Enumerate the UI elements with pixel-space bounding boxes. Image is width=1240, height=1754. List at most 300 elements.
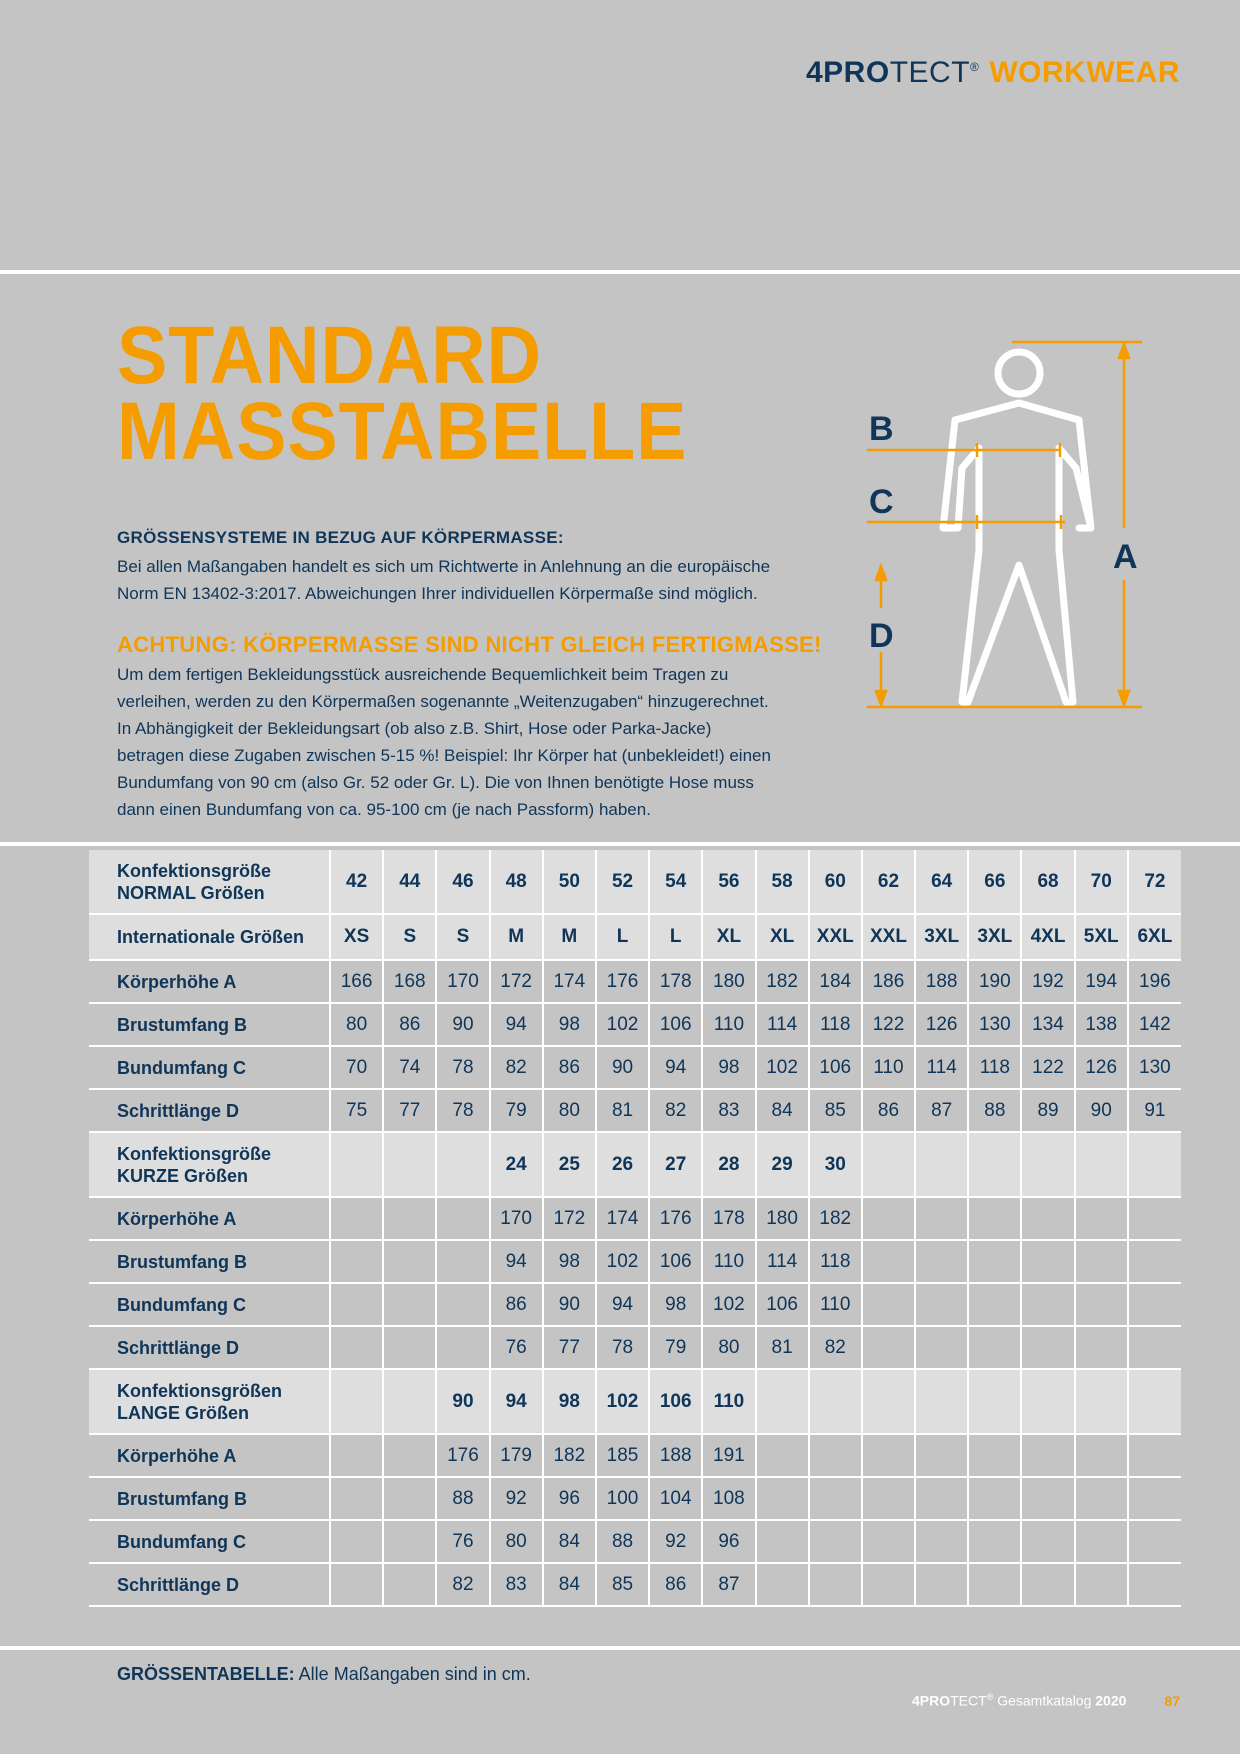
- table-cell: [383, 1477, 436, 1520]
- table-cell: S: [383, 914, 436, 960]
- table-row: [89, 850, 1181, 914]
- table-cell: [436, 1197, 489, 1240]
- table-cell: 42: [330, 850, 383, 914]
- table-cell: 180: [702, 960, 755, 1003]
- table-row: [89, 1326, 1181, 1369]
- table-cell: 98: [543, 1240, 596, 1283]
- footer-brand-rest: TECT: [950, 1692, 987, 1709]
- table-cell: 106: [649, 1240, 702, 1283]
- table-row: [89, 1046, 1181, 1089]
- table-cell: [1075, 1563, 1128, 1606]
- table-cell: [915, 1132, 968, 1197]
- table-cell: [968, 1197, 1021, 1240]
- table-cell: [383, 1132, 436, 1197]
- table-cell: 44: [383, 850, 436, 914]
- row-label-line: Bundumfang C: [117, 1294, 246, 1315]
- table-cell: 26: [596, 1132, 649, 1197]
- table-cell: 178: [702, 1197, 755, 1240]
- table-row: [89, 1563, 1181, 1606]
- table-row: [89, 1240, 1181, 1283]
- table-cell: [1075, 1369, 1128, 1434]
- table-cell: 110: [702, 1240, 755, 1283]
- table-row: [89, 1369, 1181, 1434]
- table-cell: XXL: [862, 914, 915, 960]
- table-cell: 104: [649, 1477, 702, 1520]
- table-cell: [436, 1283, 489, 1326]
- table-cell: [968, 1434, 1021, 1477]
- table-cell: 102: [702, 1283, 755, 1326]
- table-cell: S: [436, 914, 489, 960]
- table-cell: 118: [809, 1003, 862, 1046]
- table-cell: 182: [543, 1434, 596, 1477]
- divider-table-top: [0, 842, 1240, 846]
- table-cell: 30: [809, 1132, 862, 1197]
- page-title-line-2: MASSTABELLE: [117, 386, 688, 477]
- table-cell: [1075, 1240, 1128, 1283]
- table-cell: 52: [596, 850, 649, 914]
- size-table: [89, 850, 1181, 1607]
- table-cell: 82: [436, 1563, 489, 1606]
- table-cell: [330, 1434, 383, 1477]
- label-c: C: [869, 483, 894, 521]
- table-cell: 188: [915, 960, 968, 1003]
- brand-part-1: 4PRO: [805, 56, 890, 89]
- table-cell: [968, 1283, 1021, 1326]
- table-cell: 106: [809, 1046, 862, 1089]
- table-cell: 98: [543, 1003, 596, 1046]
- table-cell: [1075, 1477, 1128, 1520]
- table-cell: [1021, 1369, 1074, 1434]
- table-cell: 88: [596, 1520, 649, 1563]
- table-cell: [1021, 1477, 1074, 1520]
- table-cell: [756, 1434, 809, 1477]
- row-label: [89, 1089, 330, 1132]
- footer-catalog-text: Gesamtkatalog: [993, 1692, 1096, 1709]
- table-cell: [1075, 1283, 1128, 1326]
- table-cell: 94: [649, 1046, 702, 1089]
- table-cell: [330, 1563, 383, 1606]
- table-cell: 56: [702, 850, 755, 914]
- table-cell: [1021, 1326, 1074, 1369]
- table-cell: 80: [543, 1089, 596, 1132]
- table-cell: [1075, 1434, 1128, 1477]
- table-cell: [915, 1197, 968, 1240]
- label-b: B: [869, 410, 894, 448]
- brand-workwear: WORKWEAR: [989, 56, 1180, 89]
- table-cell: M: [490, 914, 543, 960]
- table-cell: [756, 1369, 809, 1434]
- table-cell: [436, 1240, 489, 1283]
- divider-top: [0, 270, 1240, 274]
- table-row: [89, 960, 1181, 1003]
- table-cell: [1021, 1520, 1074, 1563]
- table-cell: [756, 1477, 809, 1520]
- table-cell: 174: [596, 1197, 649, 1240]
- table-cell: 27: [649, 1132, 702, 1197]
- table-cell: 166: [330, 960, 383, 1003]
- table-cell: [968, 1240, 1021, 1283]
- table-cell: 98: [649, 1283, 702, 1326]
- table-cell: 102: [756, 1046, 809, 1089]
- table-row: [89, 1283, 1181, 1326]
- table-cell: 90: [596, 1046, 649, 1089]
- table-cell: 170: [490, 1197, 543, 1240]
- row-label-line: Brustumfang B: [117, 1251, 247, 1272]
- table-cell: [1021, 1434, 1074, 1477]
- table-cell: [968, 1326, 1021, 1369]
- table-cell: XXL: [809, 914, 862, 960]
- table-cell: 4XL: [1021, 914, 1074, 960]
- footer-registered-mark: ®: [986, 1692, 994, 1702]
- table-cell: 172: [490, 960, 543, 1003]
- table-cell: 92: [490, 1477, 543, 1520]
- table-cell: 191: [702, 1434, 755, 1477]
- table-row: [89, 1434, 1181, 1477]
- table-cell: [330, 1477, 383, 1520]
- row-label-line: Körperhöhe A: [117, 1445, 237, 1466]
- table-cell: [915, 1520, 968, 1563]
- table-cell: [915, 1434, 968, 1477]
- table-cell: 182: [809, 1197, 862, 1240]
- row-label: [89, 1197, 330, 1240]
- table-cell: [383, 1326, 436, 1369]
- table-cell: 196: [1128, 960, 1181, 1003]
- table-cell: [809, 1520, 862, 1563]
- footer-brand-bold: 4PRO: [912, 1692, 951, 1709]
- brand-part-2: TECT: [889, 56, 971, 89]
- row-label: [89, 1369, 330, 1434]
- table-cell: [383, 1240, 436, 1283]
- row-label: [89, 1240, 330, 1283]
- intro-heading: GRÖSSENSYSTEME IN BEZUG AUF KÖRPERMASSE:: [117, 528, 564, 547]
- table-row: [89, 1003, 1181, 1046]
- table-cell: 176: [649, 1197, 702, 1240]
- table-cell: [862, 1477, 915, 1520]
- table-cell: 87: [915, 1089, 968, 1132]
- table-cell: 84: [543, 1563, 596, 1606]
- table-cell: 76: [436, 1520, 489, 1563]
- table-cell: 80: [702, 1326, 755, 1369]
- table-cell: 118: [968, 1046, 1021, 1089]
- table-row: [89, 1197, 1181, 1240]
- table-cell: [862, 1197, 915, 1240]
- table-cell: 176: [436, 1434, 489, 1477]
- table-cell: [968, 1369, 1021, 1434]
- table-cell: 98: [702, 1046, 755, 1089]
- table-cell: 77: [543, 1326, 596, 1369]
- table-cell: XS: [330, 914, 383, 960]
- table-cell: 184: [809, 960, 862, 1003]
- warning-line: Um dem fertigen Bekleidungsstück ausreichende Bequemlichkeit beim Tragen zu: [117, 665, 729, 684]
- table-cell: 110: [809, 1283, 862, 1326]
- row-label-line: Schrittlänge D: [117, 1574, 240, 1595]
- table-cell: [1075, 1132, 1128, 1197]
- table-cell: 170: [436, 960, 489, 1003]
- warning-paragraph: [117, 661, 817, 823]
- table-cell: 178: [649, 960, 702, 1003]
- table-cell: [330, 1520, 383, 1563]
- table-cell: 106: [649, 1369, 702, 1434]
- table-cell: 126: [1075, 1046, 1128, 1089]
- table-cell: 185: [596, 1434, 649, 1477]
- table-cell: 81: [596, 1089, 649, 1132]
- table-row: [89, 1132, 1181, 1197]
- table-cell: [1128, 1369, 1181, 1434]
- brand-registered-mark: ®: [970, 60, 980, 74]
- row-label-line: Brustumfang B: [117, 1488, 247, 1509]
- divider-table-bottom: [0, 1646, 1240, 1650]
- table-row: [89, 1477, 1181, 1520]
- table-cell: 108: [702, 1477, 755, 1520]
- table-cell: 102: [596, 1003, 649, 1046]
- warning-line: Bundumfang von 90 cm (also Gr. 52 oder Gr. L). Die von Ihnen benötigte Hose muss: [117, 773, 754, 792]
- table-cell: [1128, 1477, 1181, 1520]
- warning-line: dann einen Bundumfang von ca. 95-100 cm (je nach Passform) haben.: [117, 800, 651, 819]
- table-cell: 88: [436, 1477, 489, 1520]
- warning-line: betragen diese Zugaben zwischen 5-15 %! Beispiel: Ihr Körper hat (unbekleidet!) einen: [117, 746, 771, 765]
- table-cell: 98: [543, 1369, 596, 1434]
- table-cell: 79: [490, 1089, 543, 1132]
- row-label-line: Körperhöhe A: [117, 971, 237, 992]
- table-cell: 186: [862, 960, 915, 1003]
- brand-logo: [806, 56, 1180, 90]
- table-cell: 118: [809, 1240, 862, 1283]
- row-label: [89, 1477, 330, 1520]
- table-cell: [915, 1369, 968, 1434]
- table-cell: 64: [915, 850, 968, 914]
- table-cell: 84: [756, 1089, 809, 1132]
- row-label-line: Bundumfang C: [117, 1057, 246, 1078]
- table-cell: [968, 1563, 1021, 1606]
- table-cell: 25: [543, 1132, 596, 1197]
- table-cell: 180: [756, 1197, 809, 1240]
- row-label: [89, 1326, 330, 1369]
- footnote: [117, 1664, 531, 1685]
- row-label: [89, 1283, 330, 1326]
- table-cell: 85: [809, 1089, 862, 1132]
- table-cell: 114: [915, 1046, 968, 1089]
- table-cell: 110: [862, 1046, 915, 1089]
- table-cell: 48: [490, 850, 543, 914]
- table-cell: 60: [809, 850, 862, 914]
- table-cell: [1021, 1283, 1074, 1326]
- row-label: [89, 1434, 330, 1477]
- table-cell: 50: [543, 850, 596, 914]
- table-cell: 122: [1021, 1046, 1074, 1089]
- table-cell: [862, 1520, 915, 1563]
- table-cell: 74: [383, 1046, 436, 1089]
- table-cell: 122: [862, 1003, 915, 1046]
- table-cell: 110: [702, 1003, 755, 1046]
- table-cell: 94: [596, 1283, 649, 1326]
- table-cell: [383, 1434, 436, 1477]
- table-cell: 83: [702, 1089, 755, 1132]
- table-cell: [383, 1197, 436, 1240]
- row-label: [89, 850, 330, 914]
- table-cell: 77: [383, 1089, 436, 1132]
- table-cell: 100: [596, 1477, 649, 1520]
- table-cell: 134: [1021, 1003, 1074, 1046]
- intro-paragraph: [117, 553, 817, 607]
- table-cell: 114: [756, 1003, 809, 1046]
- table-cell: 82: [649, 1089, 702, 1132]
- table-cell: 172: [543, 1197, 596, 1240]
- table-cell: 89: [1021, 1089, 1074, 1132]
- row-label: [89, 914, 330, 960]
- table-cell: 68: [1021, 850, 1074, 914]
- table-cell: 126: [915, 1003, 968, 1046]
- warning-line: verleihen, werden zu den Körpermaßen sogenannte „Weitenzugaben“ hinzugerechnet.: [117, 692, 769, 711]
- table-cell: 46: [436, 850, 489, 914]
- table-cell: 29: [756, 1132, 809, 1197]
- warning-line: In Abhängigkeit der Bekleidungsart (ob also z.B. Shirt, Hose oder Parka-Jacke): [117, 719, 712, 738]
- table-cell: 81: [756, 1326, 809, 1369]
- table-cell: [1128, 1197, 1181, 1240]
- table-cell: [1075, 1197, 1128, 1240]
- table-cell: [1021, 1197, 1074, 1240]
- table-cell: 87: [702, 1563, 755, 1606]
- table-cell: 90: [543, 1283, 596, 1326]
- table-cell: 85: [596, 1563, 649, 1606]
- table-cell: [968, 1132, 1021, 1197]
- table-cell: 70: [330, 1046, 383, 1089]
- table-cell: [915, 1240, 968, 1283]
- table-cell: L: [649, 914, 702, 960]
- table-cell: [862, 1434, 915, 1477]
- table-cell: [915, 1563, 968, 1606]
- row-label-line: Konfektionsgrößen: [117, 1380, 282, 1401]
- table-cell: 90: [436, 1003, 489, 1046]
- table-cell: 72: [1128, 850, 1181, 914]
- table-cell: [862, 1283, 915, 1326]
- table-cell: 28: [702, 1132, 755, 1197]
- table-cell: 84: [543, 1520, 596, 1563]
- table-cell: [915, 1477, 968, 1520]
- row-label-line: Konfektionsgröße: [117, 860, 272, 881]
- table-cell: [915, 1326, 968, 1369]
- table-cell: 114: [756, 1240, 809, 1283]
- table-cell: 94: [490, 1369, 543, 1434]
- table-cell: 80: [330, 1003, 383, 1046]
- table-cell: 83: [490, 1563, 543, 1606]
- table-cell: [1021, 1563, 1074, 1606]
- table-row: [89, 1520, 1181, 1563]
- table-cell: [330, 1326, 383, 1369]
- footnote-text: Alle Maßangaben sind in cm.: [294, 1664, 531, 1684]
- table-cell: [968, 1520, 1021, 1563]
- table-cell: 176: [596, 960, 649, 1003]
- table-cell: 190: [968, 960, 1021, 1003]
- table-cell: 106: [756, 1283, 809, 1326]
- table-cell: M: [543, 914, 596, 960]
- page-number: 87: [1164, 1692, 1180, 1709]
- table-cell: [862, 1563, 915, 1606]
- table-cell: [1128, 1283, 1181, 1326]
- table-cell: [1075, 1326, 1128, 1369]
- table-cell: 182: [756, 960, 809, 1003]
- table-cell: 194: [1075, 960, 1128, 1003]
- row-label-line: LANGE Größen: [117, 1402, 250, 1423]
- table-cell: 66: [968, 850, 1021, 914]
- table-cell: [436, 1326, 489, 1369]
- table-cell: [862, 1132, 915, 1197]
- table-cell: 90: [436, 1369, 489, 1434]
- table-cell: 78: [436, 1089, 489, 1132]
- row-label-line: Körperhöhe A: [117, 1208, 237, 1229]
- table-cell: 188: [649, 1434, 702, 1477]
- table-cell: 5XL: [1075, 914, 1128, 960]
- table-cell: 174: [543, 960, 596, 1003]
- row-label-line: Bundumfang C: [117, 1531, 246, 1552]
- table-cell: 78: [596, 1326, 649, 1369]
- table-cell: 96: [543, 1477, 596, 1520]
- warning-heading: ACHTUNG: KÖRPERMASSE SIND NICHT GLEICH FERTIGMASSE!: [117, 632, 822, 657]
- body-outline-icon: [943, 352, 1091, 702]
- table-cell: [1128, 1326, 1181, 1369]
- row-label-line: Konfektionsgröße: [117, 1143, 272, 1164]
- table-cell: 6XL: [1128, 914, 1181, 960]
- table-cell: [756, 1563, 809, 1606]
- table-cell: [383, 1283, 436, 1326]
- table-cell: [383, 1369, 436, 1434]
- table-cell: 92: [649, 1520, 702, 1563]
- table-cell: 130: [968, 1003, 1021, 1046]
- table-cell: [330, 1369, 383, 1434]
- table-cell: [1021, 1240, 1074, 1283]
- table-cell: XL: [702, 914, 755, 960]
- table-cell: 86: [543, 1046, 596, 1089]
- table-cell: [1128, 1132, 1181, 1197]
- table-cell: [862, 1326, 915, 1369]
- table-cell: 96: [702, 1520, 755, 1563]
- page-footer: [912, 1692, 1180, 1709]
- table-cell: L: [596, 914, 649, 960]
- table-cell: 24: [490, 1132, 543, 1197]
- table-cell: 76: [490, 1326, 543, 1369]
- footer-year: 2020: [1095, 1692, 1127, 1709]
- table-cell: XL: [756, 914, 809, 960]
- table-cell: [330, 1132, 383, 1197]
- table-cell: 86: [490, 1283, 543, 1326]
- row-label: [89, 960, 330, 1003]
- size-table-container: [89, 850, 1181, 1607]
- intro-line: Bei allen Maßangaben handelt es sich um Richtwerte in Anlehnung an die europäische: [117, 557, 771, 576]
- table-cell: 179: [490, 1434, 543, 1477]
- table-row: [89, 914, 1181, 960]
- table-cell: 79: [649, 1326, 702, 1369]
- row-label: [89, 1003, 330, 1046]
- table-cell: 80: [490, 1520, 543, 1563]
- table-cell: [968, 1477, 1021, 1520]
- table-cell: 142: [1128, 1003, 1181, 1046]
- table-cell: [383, 1520, 436, 1563]
- table-cell: [1128, 1520, 1181, 1563]
- table-cell: 102: [596, 1240, 649, 1283]
- table-cell: [436, 1132, 489, 1197]
- table-cell: 3XL: [915, 914, 968, 960]
- row-label-line: Brustumfang B: [117, 1014, 247, 1035]
- table-cell: 91: [1128, 1089, 1181, 1132]
- table-cell: 78: [436, 1046, 489, 1089]
- table-cell: [330, 1283, 383, 1326]
- table-cell: 86: [862, 1089, 915, 1132]
- row-label-line: Schrittlänge D: [117, 1100, 240, 1121]
- table-cell: 130: [1128, 1046, 1181, 1089]
- table-cell: [383, 1563, 436, 1606]
- table-cell: [330, 1240, 383, 1283]
- row-label: [89, 1132, 330, 1197]
- table-cell: 54: [649, 850, 702, 914]
